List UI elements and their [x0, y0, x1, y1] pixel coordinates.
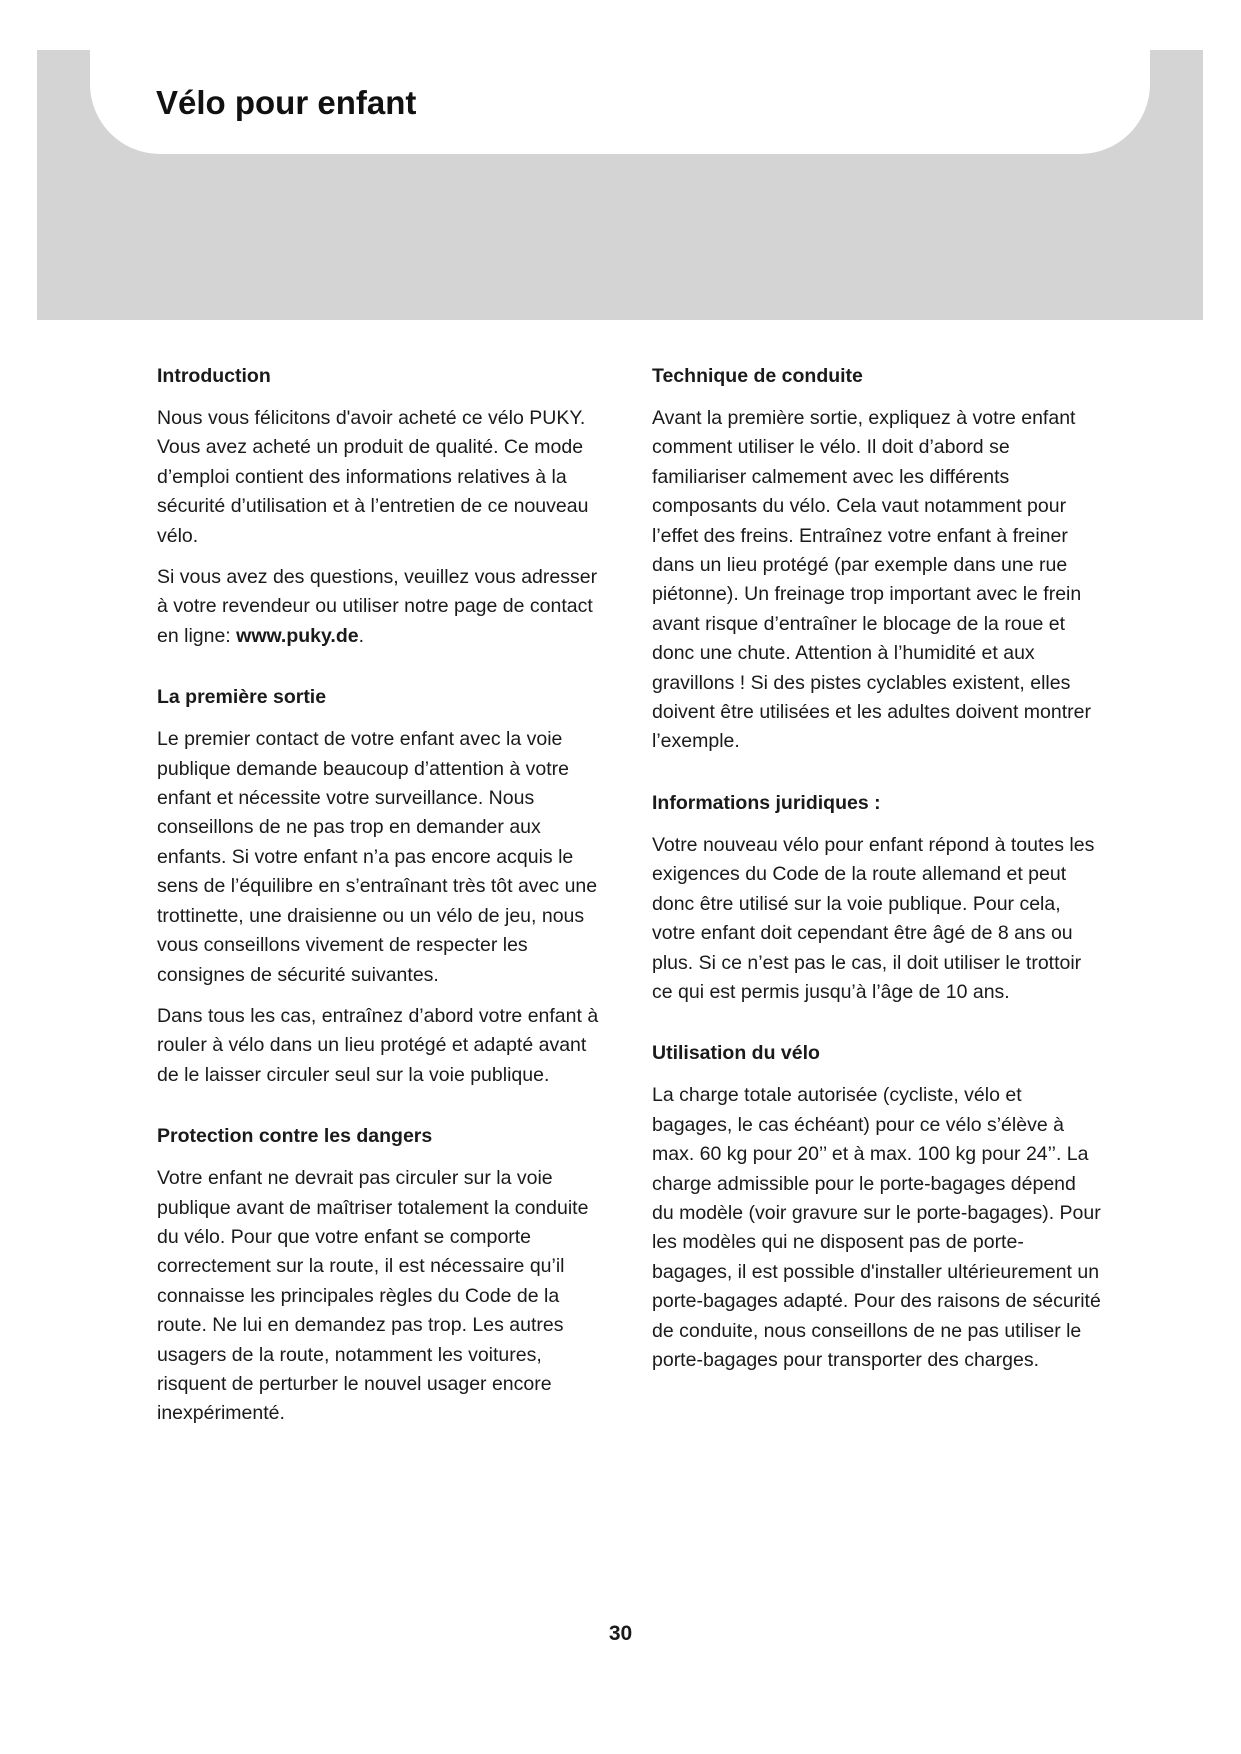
section-informations-juridiques	[652, 787, 1102, 1007]
website-link[interactable]: www.puky.de	[236, 624, 359, 647]
left-column	[157, 360, 607, 1459]
page-number: 30	[608, 1622, 633, 1645]
contact-paragraph	[157, 563, 607, 651]
contact-text: Si vous avez des questions, veuillez vous adresser à votre revendeur ou utiliser notre page de contact en ligne:	[157, 566, 598, 647]
section-heading: La première sortie	[157, 686, 327, 709]
page-title: Vélo pour enfant	[156, 84, 417, 121]
section-paragraph: Le premier contact de votre enfant avec la voie publique demande beaucoup d’attention à votre enfant et nécessite votre surveillance. Nous conseillons de ne pas trop en demander aux enfants. Si votre enfant n’a pas encore acquis le sens de l’équilibre en s’entraînant très tôt avec une trottinette, une draisienne ou un vélo de jeu, nous vous conseillons vivement de respecter les consignes de sécurité suivantes.	[157, 728, 598, 986]
section-paragraph: La charge totale autorisée (cycliste, vélo et bagages, le cas échéant) pour ce vélo s’élève à max. 60 kg pour 20’’ et à max. 100 kg pour 24’’. La charge admissible pour le porte-bagages dépend du modèle (voir gravure sur le porte-bagages). Pour les modèles qui ne disposent pas de porte-bagages, il est possible d'installer ultérieurement un porte-bagages adapté. Pour des raisons de sécurité de conduite, nous conseillons de ne pas utiliser le porte-bagages pour transporter des charges.	[652, 1084, 1101, 1371]
section-premiere-sortie	[157, 681, 607, 1090]
section-heading: Technique de conduite	[652, 365, 863, 387]
section-utilisation-velo	[652, 1037, 1102, 1375]
right-column	[652, 360, 1102, 1405]
contact-text-end: .	[358, 624, 365, 647]
section-heading: Protection contre les dangers	[157, 1125, 433, 1148]
section-paragraph: Dans tous les cas, entraînez d’abord votre enfant à rouler à vélo dans un lieu protégé et adapté avant de le laisser circuler seul sur la voie publique.	[157, 1004, 599, 1086]
section-technique-conduite	[652, 360, 1102, 757]
section-paragraph: Nous vous félicitons d'avoir acheté ce vélo PUKY. Vous avez acheté un produit de qualité. Ce mode d’emploi contient des informations relatives à la sécurité d’utilisation et à l’entretien de ce nouveau vélo.	[157, 407, 589, 547]
section-paragraph: Votre enfant ne devrait pas circuler sur la voie publique avant de maîtriser totalement la conduite du vélo. Pour que votre enfant se comporte correctement sur la route, il est nécessaire qu’il connaisse les principales règles du Code de la route. Ne lui en demandez pas trop. Les autres usagers de la route, notamment les voitures, risquent de perturber le nouvel usager encore inexpérimenté.	[157, 1167, 589, 1425]
section-heading: Informations juridiques :	[652, 791, 881, 814]
section-protection-dangers	[157, 1120, 607, 1429]
section-paragraph: Votre nouveau vélo pour enfant répond à toutes les exigences du Code de la route allemand et peut donc être utilisé sur la voie publique. Pour cela, votre enfant doit cependant être âgé de 8 ans ou plus. Si ce n’est pas le cas, il doit utiliser le trottoir ce qui est permis jusqu’à l’âge de 10 ans.	[652, 833, 1095, 1003]
section-heading: Utilisation du vélo	[652, 1042, 820, 1065]
section-introduction	[157, 360, 607, 651]
section-heading: Introduction	[157, 365, 271, 387]
section-paragraph: Avant la première sortie, expliquez à votre enfant comment utiliser le vélo. Il doit d’abord se familiariser calmement avec les différents composants du vélo. Cela vaut notamment pour l’effet des freins. Entraînez votre enfant à freiner dans un lieu protégé (par exemple dans une rue piétonne). Un freinage trop important avec le frein avant risque d’entraîner le blocage de la roue et donc une chute. Attention à l’humidité et aux gravillons ! Si des pistes cyclables existent, elles doivent être utilisées et les adultes doivent montrer l’exemple.	[652, 407, 1091, 753]
